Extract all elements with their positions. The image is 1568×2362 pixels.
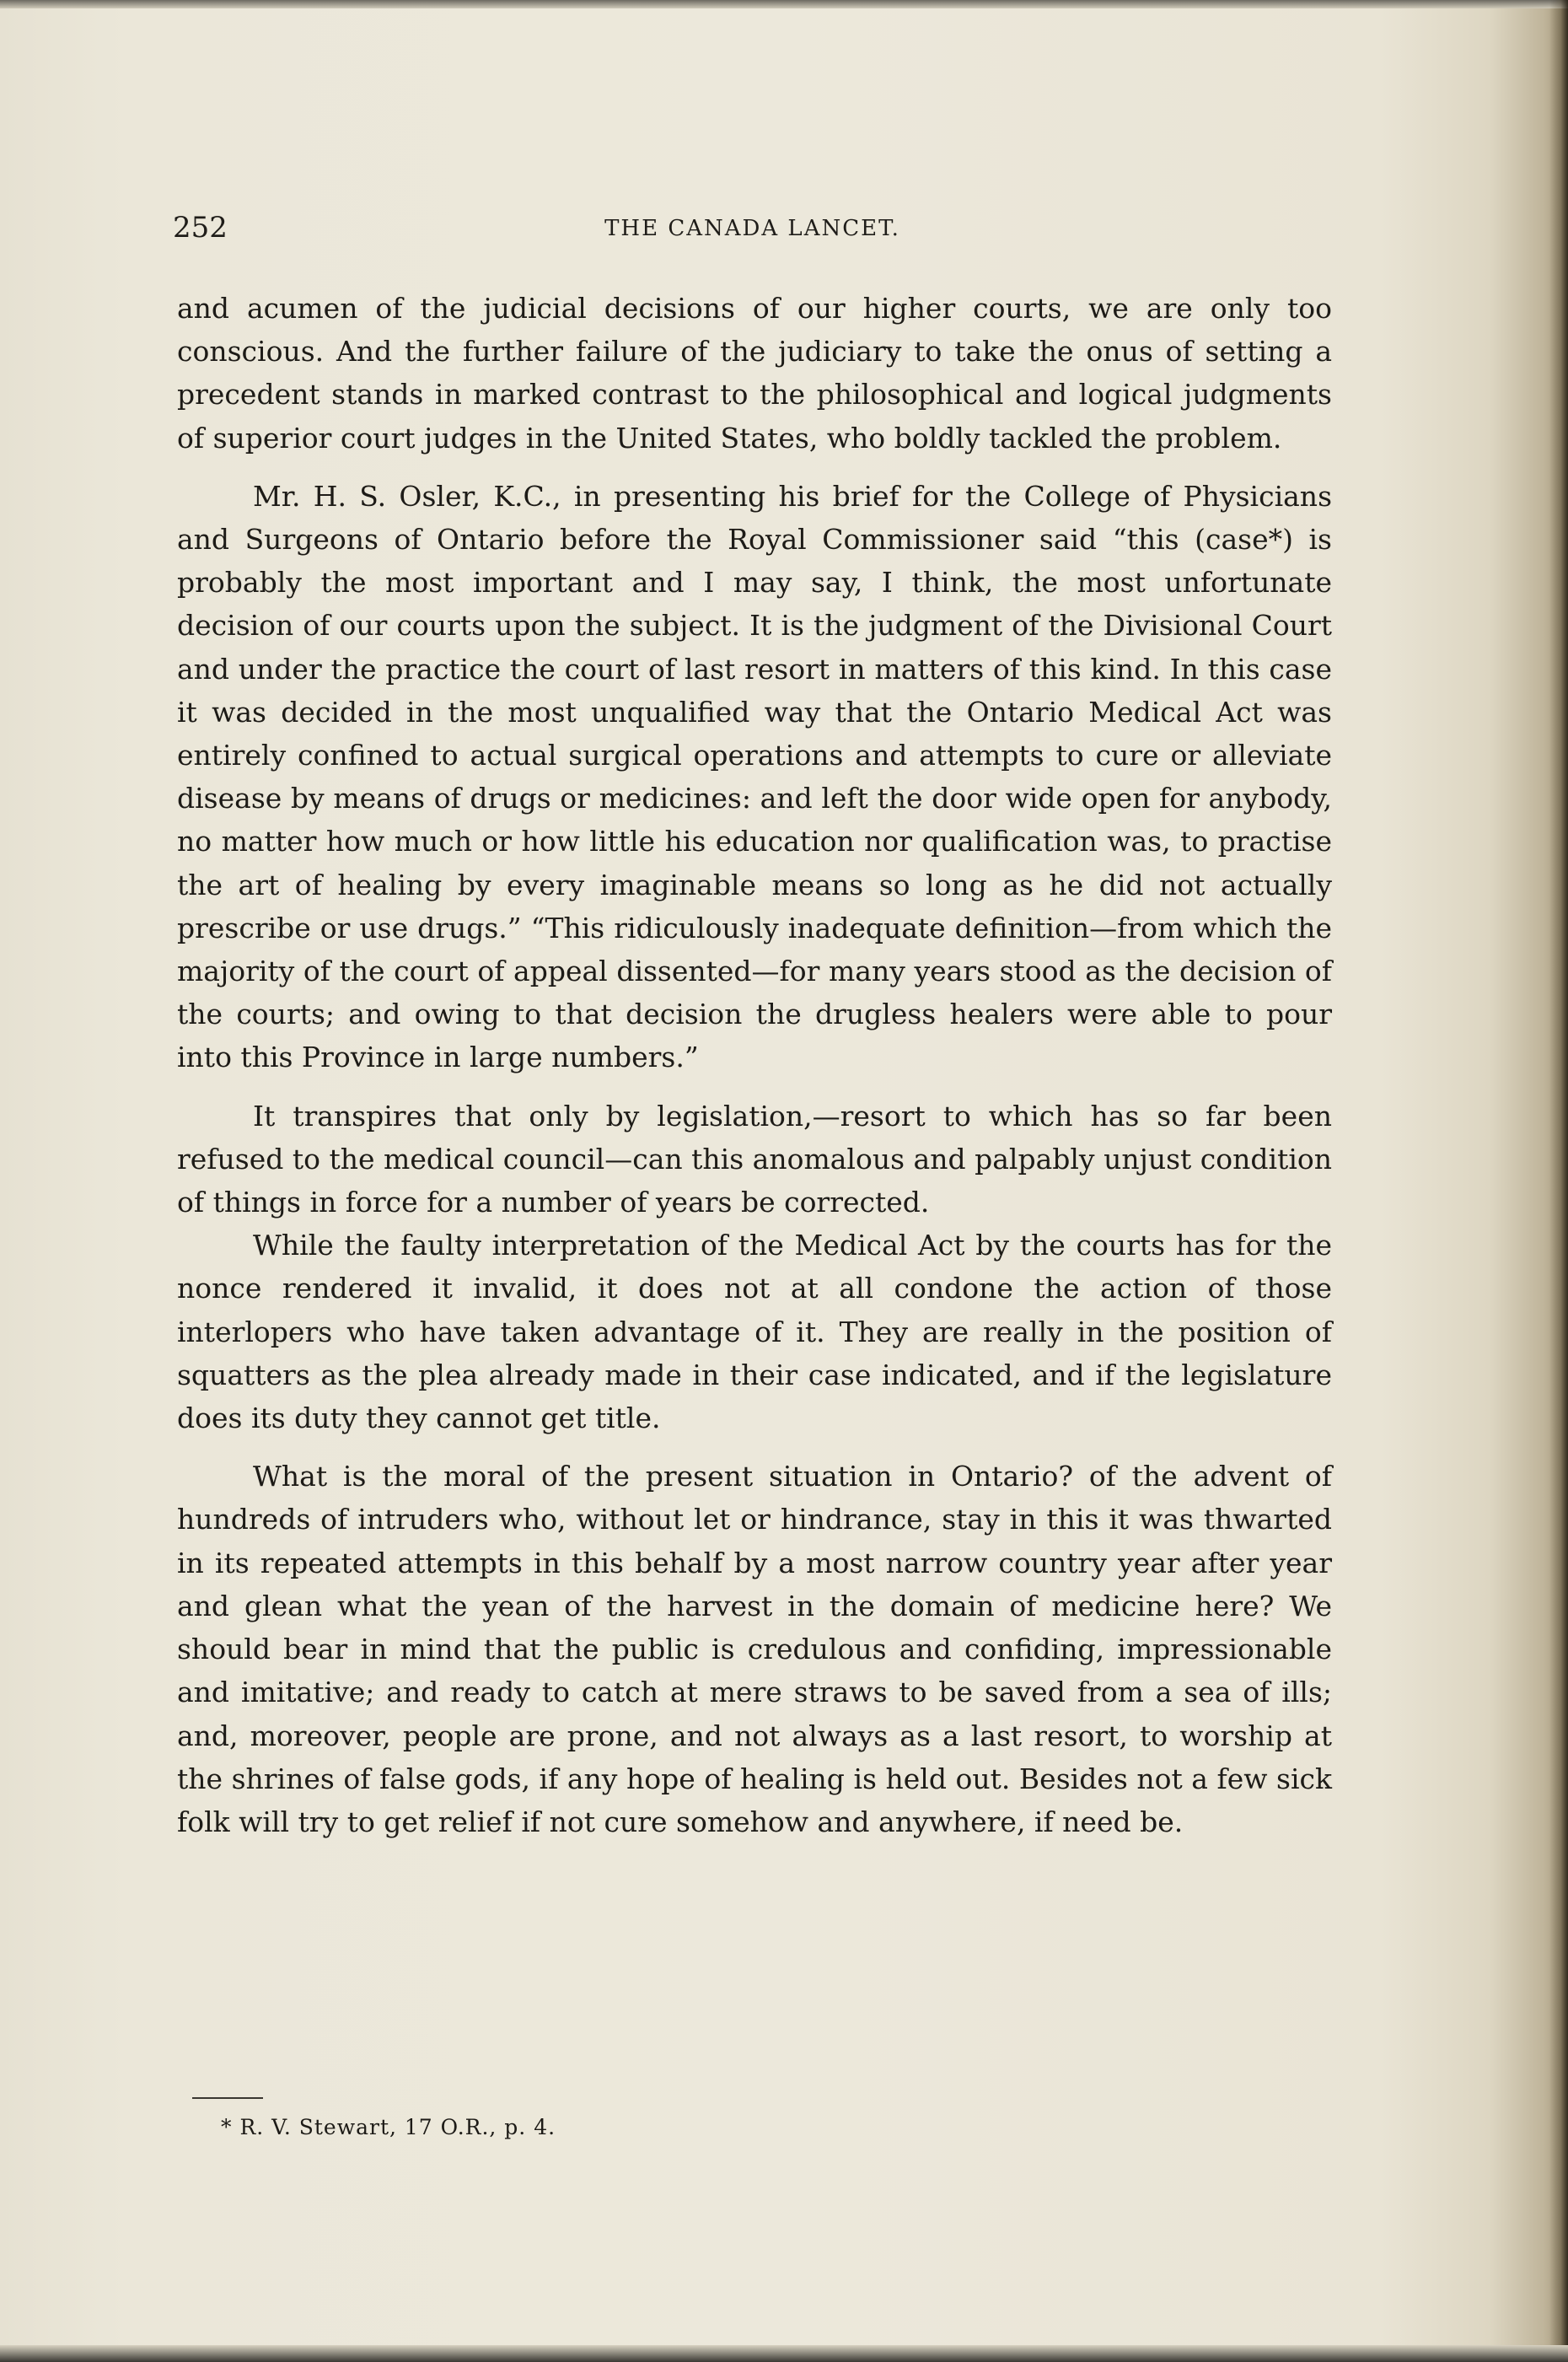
paragraph-1: and acumen of the judicial decisions of our higher courts, we are only too conscious. And the further failure of the judiciary to take the onus of setting a precedent stands in marked contrast to the philosophical and logical judgments of superior court judges in the United States, who boldly tackled the problem.	[177, 292, 1332, 455]
page-header	[173, 211, 1332, 253]
footnote: * R. V. Stewart, 17 O.R., p. 4.	[221, 2115, 556, 2139]
page-top-edge	[0, 0, 1568, 8]
page-bottom-edge	[0, 2345, 1568, 2362]
paragraph-4: While the faulty interpretation of the Medical Act by the courts has for the nonce rendered it invalid, it does not at all condone the action of those interlopers who have taken advantage of it. They are really in the position of squatters as the plea already made in their case indicated, and if the legislature does its duty they cannot get title.	[177, 1229, 1332, 1435]
page-number: 252	[173, 211, 228, 245]
paragraph-2: Mr. H. S. Osler, K.C., in presenting his brief for the College of Physicians and Surgeons of Ontario before the Royal Commissioner said “this (case*) is probably the most important and I may say, I think, the most unfortunate decision of our courts upon the subject. It is the judgment of the Divisional Court and under the practice the court of last resort in matters of this kind. In this case it was decided in the most unqualified way that the Ontario Medical Act was entirely confined to actual surgical operations and attempts to cure or alleviate disease by means of drugs or medicines: and left the door wide open for anybody, no matter how much or how little his education nor qualification was, to practise the art of healing by every imaginable means so long as he did not actually prescribe or use drugs.” “This ridiculously inadequate definition—from which the majority of the court of appeal dissented—for many years stood as the decision of the courts; and owing to that decision the drugless healers were able to pour into this Province in large numbers.”	[177, 479, 1332, 1074]
footnote-divider	[192, 2097, 263, 2099]
article-body	[177, 287, 1332, 1843]
binding-shadow	[1549, 0, 1568, 2362]
paragraph-5: What is the moral of the present situation in Ontario? of the advent of hundreds of intruders who, without let or hindrance, stay in this it was thwarted in its repeated attempts in this behalf by a most narrow country year after year and glean what the yean of the harvest in the domain of medicine here? We should bear in mind that the public is credulous and confiding, impressionable and imitative; and ready to catch at mere straws to be saved from a sea of ills; and, moreover, people are prone, and not always as a last resort, to worship at the shrines of false gods, if any hope of healing is held out. Besides not a few sick folk will try to get relief if not cure somehow and anywhere, if need be.	[177, 1460, 1332, 1838]
paragraph-3: It transpires that only by legislation,—resort to which has so far been refused to the medical council—can this anomalous and palpably unjust condition of things in force for a number of years be corrected.	[177, 1099, 1332, 1219]
running-title: THE CANADA LANCET.	[604, 216, 900, 241]
